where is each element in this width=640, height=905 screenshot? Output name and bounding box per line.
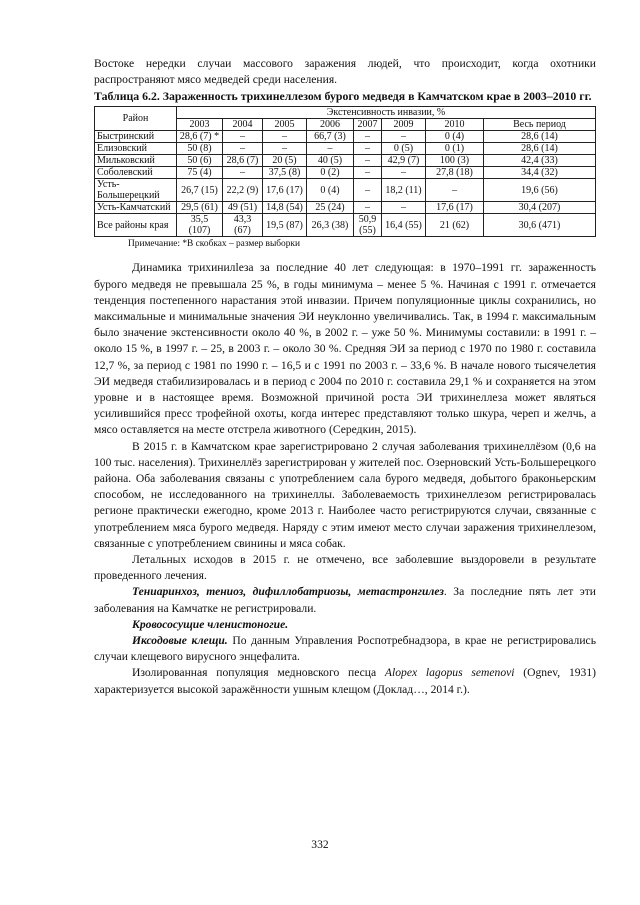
value-cell: – <box>223 167 263 179</box>
value-cell: 26,3 (38) <box>307 214 354 237</box>
value-cell: – <box>223 143 263 155</box>
value-cell: 100 (3) <box>426 155 484 167</box>
value-cell: 14,8 (54) <box>263 202 307 214</box>
table-row <box>95 179 596 202</box>
year-header: Весь период <box>484 119 596 131</box>
value-cell: 40 (5) <box>307 155 354 167</box>
value-cell: 34,4 (32) <box>484 167 596 179</box>
value-cell: 17,6 (17) <box>263 179 307 202</box>
value-cell: 50 (8) <box>177 143 223 155</box>
year-header: 2007 <box>354 119 382 131</box>
body-paragraph: В 2015 г. в Камчатском крае зарегистрировано 2 случая заболевания трихинеллёзом (0,6 на 100 тыс. населения). Трихинеллёз зарегистрирован у жителей пос. Озерновский Усть-Большерецкого района. Оба заболевания связаны с употреблением сала бурого медведя, добытого браконьерским способом, не исследованного на трихинеллы. Заболеваемость трихинеллезом регистрировалась регионе практически ежегодно, кроме 2013 г. Наиболее часто регистрируются случаи, связанные с употреблением мяса бурого медведя. Наряду с этим имеют место случаи заражения трихинеллезом, связанные с употреблением свинины и мяса собак. <box>94 439 596 550</box>
table-row <box>95 202 596 214</box>
value-cell: 50,9 (55) <box>354 214 382 237</box>
year-header: 2005 <box>263 119 307 131</box>
body-paragraph: Летальных исходов в 2015 г. не отмечено, все заболевшие выздоровели в результате проведенного лечения. <box>94 553 596 583</box>
value-cell: 30,6 (471) <box>484 214 596 237</box>
value-cell: – <box>354 131 382 143</box>
region-cell: Усть-Большерецкий <box>95 179 177 202</box>
value-cell: 26,7 (15) <box>177 179 223 202</box>
ticks-paragraph <box>94 633 596 665</box>
value-cell: 27,8 (18) <box>426 167 484 179</box>
tenia-text: . За последние пять лет эти заболевания на Камчатке не регистрировали. <box>94 585 596 615</box>
region-cell: Усть-Камчатский <box>95 202 177 214</box>
value-cell: 0 (1) <box>426 143 484 155</box>
value-cell: 20 (5) <box>263 155 307 167</box>
value-cell: – <box>426 179 484 202</box>
value-cell: 0 (4) <box>307 179 354 202</box>
ticks-title: Иксодовые клещи. <box>132 634 228 648</box>
value-cell: – <box>354 167 382 179</box>
value-cell: 21 (62) <box>426 214 484 237</box>
value-cell: 42,4 (33) <box>484 155 596 167</box>
value-cell: 28,6 (7) <box>223 155 263 167</box>
value-cell: 19,6 (56) <box>484 179 596 202</box>
region-cell: Соболевский <box>95 167 177 179</box>
table-row <box>95 131 596 143</box>
table-row <box>95 167 596 179</box>
value-cell: – <box>354 155 382 167</box>
arthropods-heading: Кровососущие членистоногие. <box>132 617 289 631</box>
value-cell: 17,6 (17) <box>426 202 484 214</box>
page-content <box>94 56 596 698</box>
value-cell: 28,6 (14) <box>484 143 596 155</box>
value-cell: – <box>263 131 307 143</box>
table-caption: Таблица 6.2. Зараженность трихинеллезом бурого медведя в Камчатском крае в 2003–2010 гг. <box>94 89 592 104</box>
region-cell: Быстринский <box>95 131 177 143</box>
table-row <box>95 214 596 237</box>
body-paragraph: Динамика трихинилleза за последние 40 лет следующая: в 1970–1991 гг. зараженность бурого медведя не превышала 25 %, в годы минимума – менее 5 %. Начиная с 1991 г. отмечается тенденция постепенного нарастания этой инвазии. Причем популяционные циклы сохранились, но максимальные и минимальные значения ЭИ неуклонно увеличивались. Так, в 1994 г. максимальным было значение экстенсивности около 40 %, в 2002 г. – уже 50 %. Минимумы составили: в 1991 г. – около 15 %, в 1997 г. – 25, в 2003 г. – около 30 %. Средняя ЭИ за период с 1970 по 1980 г. составила 12,7 %, за период с 1981 по 1990 г. – 16,5 и с 1991 по 2003 г. – 33,6 %. В начале нового тысячелетия ЭИ медведя стабилизировалась и в период с 2004 по 2010 г. составила 29,1 % и сохраняется на этом уровне и в настоящее время. Возможной причиной роста ЭИ трихинеллеза может являться усилившийся пресс трофейной охоты, когда интерес представляют только шкура, череп и желчь, а мясо оставляется на месте отстрела животного (Середкин, 2015). <box>94 261 596 437</box>
value-cell: 37,5 (8) <box>263 167 307 179</box>
year-header: 2006 <box>307 119 354 131</box>
latin-name: Alopex lagopus semenovi <box>384 666 515 680</box>
region-header: Район <box>95 107 177 131</box>
value-cell: 42,9 (7) <box>382 155 426 167</box>
year-header: 2004 <box>223 119 263 131</box>
table-note: Примечание: *В скобках – размер выборки <box>128 239 300 250</box>
value-cell: 50 (6) <box>177 155 223 167</box>
value-cell: 16,4 (55) <box>382 214 426 237</box>
value-cell: 43,3 (67) <box>223 214 263 237</box>
group-header: Экстенсивность инвазии, % <box>177 107 596 119</box>
fox-paragraph: Изолированная популяция медновского песца Alopex lagopus semenovi (Ognev, 1931) характеризуется высокой заражённости ушным клещом (Доклад…, 2014 г.). <box>94 666 596 696</box>
value-cell: 19,5 (87) <box>263 214 307 237</box>
year-header: 2010 <box>426 119 484 131</box>
value-cell: – <box>354 202 382 214</box>
value-cell: 49 (51) <box>223 202 263 214</box>
table-row <box>95 143 596 155</box>
value-cell: 28,6 (14) <box>484 131 596 143</box>
value-cell: 28,6 (7) * <box>177 131 223 143</box>
value-cell: 18,2 (11) <box>382 179 426 202</box>
value-cell: – <box>263 143 307 155</box>
value-cell: 0 (2) <box>307 167 354 179</box>
tenia-paragraph <box>94 584 596 616</box>
page-number: 332 <box>311 838 329 851</box>
value-cell: – <box>307 143 354 155</box>
value-cell: 0 (4) <box>426 131 484 143</box>
region-cell: Мильковский <box>95 155 177 167</box>
value-cell: – <box>354 143 382 155</box>
value-cell: – <box>382 202 426 214</box>
value-cell: – <box>382 167 426 179</box>
ticks-text: По данным Управления Роспотребнадзора, в крае не регистрировались случаи клещевого вирусного энцефалита. <box>94 634 596 664</box>
value-cell: 25 (24) <box>307 202 354 214</box>
value-cell: – <box>354 179 382 202</box>
value-cell: 66,7 (3) <box>307 131 354 143</box>
infection-table <box>94 106 596 237</box>
year-header: 2003 <box>177 119 223 131</box>
value-cell: – <box>223 131 263 143</box>
region-cell: Все районы края <box>95 214 177 237</box>
region-cell: Елизовский <box>95 143 177 155</box>
year-header: 2009 <box>382 119 426 131</box>
tenia-title: Тениаринхоз, тениоз, дифиллобатриозы, метастронгилез <box>132 585 444 599</box>
table-row <box>95 155 596 167</box>
value-cell: 29,5 (61) <box>177 202 223 214</box>
value-cell: 0 (5) <box>382 143 426 155</box>
value-cell: – <box>382 131 426 143</box>
value-cell: 30,4 (207) <box>484 202 596 214</box>
intro-paragraph: Востоке нередки случаи массового заражения людей, что происходит, когда охотники распространяют мясо медведей среди населения. <box>94 57 596 87</box>
value-cell: 22,2 (9) <box>223 179 263 202</box>
value-cell: 35,5 (107) <box>177 214 223 237</box>
value-cell: 75 (4) <box>177 167 223 179</box>
